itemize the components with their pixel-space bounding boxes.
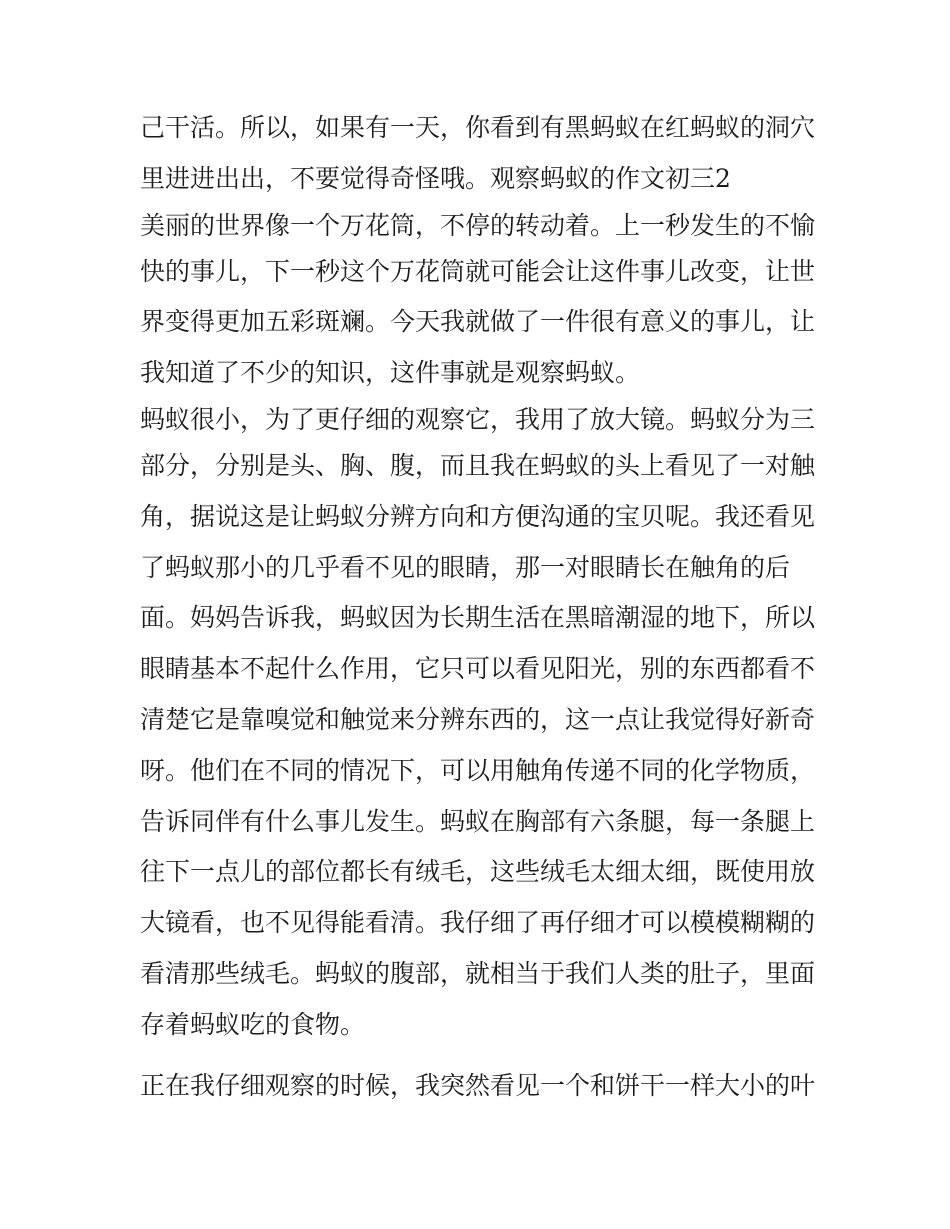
text-line: 部分，分别是头、胸、腹，而且我在蚂蚁的头上看见了一对触 [140, 450, 816, 480]
document-body [140, 103, 816, 1111]
text-line: 告诉同伴有什么事儿发生。蚂蚁在胸部有六条腿，每一条腿上 [140, 806, 816, 836]
text-line: 己干活。所以，如果有一天，你看到有黑蚂蚁在红蚂蚁的洞穴 [140, 113, 816, 142]
text-line: 蚂蚁很小，为了更仔细的观察它，我用了放大镜。蚂蚁分为三 [140, 404, 816, 434]
text-line: 了蚂蚁那小的几乎看不见的眼睛，那一对眼睛长在触角的后 [140, 552, 791, 582]
text-line: 面。妈妈告诉我，蚂蚁因为长期生活在黑暗潮湿的地下，所以 [140, 603, 816, 633]
text-line: 看清那些绒毛。蚂蚁的腹部，就相当于我们人类的肚子，里面 [140, 958, 816, 988]
text-line: 界变得更加五彩斑斓。今天我就做了一件很有意义的事儿，让 [140, 307, 816, 337]
text-line: 往下一点儿的部位都长有绒毛，这些绒毛太细太细，既使用放 [140, 857, 816, 887]
paragraph-gap [140, 1051, 816, 1061]
text-line: 里进进出出，不要觉得奇怪哦。观察蚂蚁的作文初三2 [140, 163, 731, 193]
text-line: 眼睛基本不起什么作用，它只可以看见阳光，别的东西都看不 [140, 654, 816, 684]
text-line: 正在我仔细观察的时候，我突然看见一个和饼干一样大小的叶 [140, 1070, 816, 1100]
text-line: 我知道了不少的知识，这件事就是观察蚂蚁。 [140, 358, 641, 388]
text-line: 快的事儿，下一秒这个万花筒就可能会让这件事儿改变，让世 [140, 256, 816, 286]
text-line: 角，据说这是让蚂蚁分辨方向和方便沟通的宝贝呢。我还看见 [140, 501, 816, 531]
text-line: 清楚它是靠嗅觉和触觉来分辨东西的，这一点让我觉得好新奇 [140, 704, 816, 734]
text-line: 美丽的世界像一个万花筒，不停的转动着。上一秒发生的不愉 [140, 210, 816, 240]
text-line: 存着蚂蚁吃的食物。 [140, 1009, 366, 1039]
text-line: 大镜看，也不见得能看清。我仔细了再仔细才可以模模糊糊的 [140, 908, 816, 938]
text-line: 呀。他们在不同的情况下，可以用触角传递不同的化学物质， [140, 755, 816, 785]
